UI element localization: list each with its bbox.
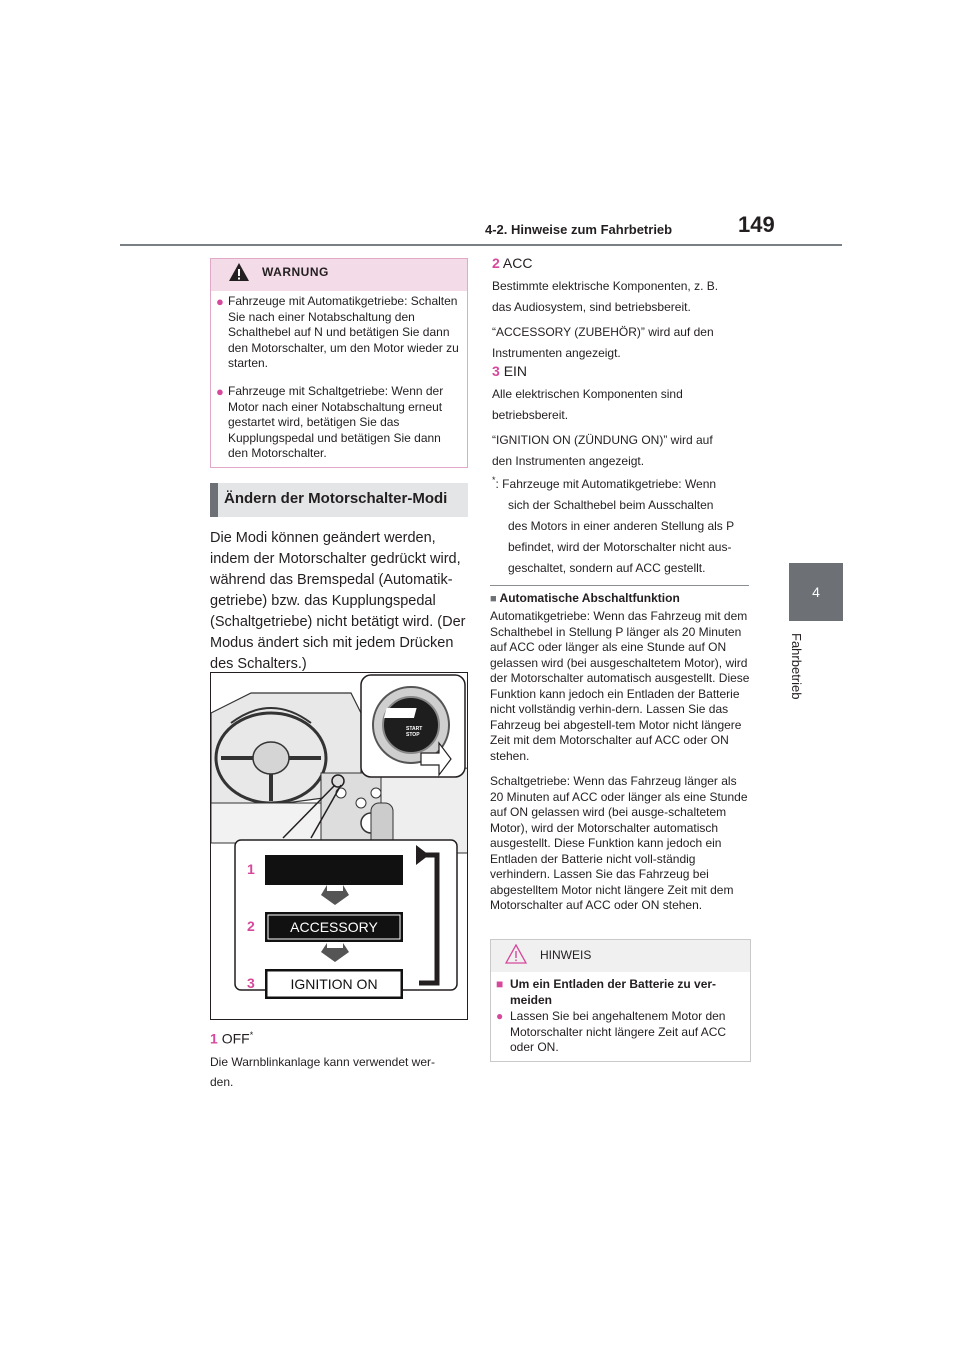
desc-line: Alle elektrischen Komponenten sind [492, 387, 683, 401]
header-rule [120, 244, 842, 246]
button-text-stop: STOP [406, 732, 420, 738]
desc-line: betriebsbereit. [492, 408, 569, 422]
auto-off-heading [490, 591, 680, 605]
mode-name: ACC [502, 255, 533, 271]
footnote-line: : Fahrzeuge mit Automatikgetriebe: Wenn [495, 477, 717, 491]
section-title: Ändern der Motorschalter-Modi [224, 490, 448, 507]
note-title: HINWEIS [540, 948, 592, 962]
bullet-icon: ● [496, 1009, 504, 1023]
mode-number: 2 [492, 255, 500, 271]
desc-line: Bestimmte elektrische Komponenten, z. B. [492, 279, 719, 293]
warning-title: WARNUNG [262, 265, 329, 279]
footnote-line: des Motors in einer anderen Stellung als P [508, 519, 735, 533]
note-item [496, 1009, 746, 1056]
bullet-icon: ● [216, 384, 224, 399]
mode-name: OFF [221, 1030, 250, 1047]
warning-item [216, 294, 462, 374]
warning-item-text: Fahrzeuge mit Schaltgetriebe: Wenn der Motor nach einer Notabschaltung erneut gestartet wird, betätigen Sie das Kupplungspedal und betätigen Sie dann den Motorschalter. [228, 384, 444, 460]
note-header [491, 940, 750, 972]
step-number: 2 [247, 918, 255, 934]
footnote-line: geschaltet, sondern auf ACC gestellt. [508, 561, 706, 575]
note-subtitle-row [496, 977, 746, 1008]
start-stop-button [406, 726, 423, 738]
desc-line: den Instrumenten angezeigt. [492, 454, 645, 468]
footnote-line: befindet, wird der Motorschalter nicht aus- [508, 540, 732, 554]
step-number: 1 [247, 861, 255, 877]
footnote-line: sich der Schalthebel beim Ausschalten [508, 498, 714, 512]
warning-triangle-icon [228, 262, 250, 287]
display-ignition-on: IGNITION ON [290, 976, 378, 992]
square-bullet-icon: ■ [490, 593, 497, 605]
footnote [492, 470, 752, 579]
auto-off-para-2: Schaltgetriebe: Wenn das Fahrzeug länger als 20 Minuten auf ACC oder länger als eine Stunde auf ON gelassen wird (bei ausge-schaltetem Motor), wird der Motorschalter automatisch ausgestellt. Diese Funktion kann jedoch ein Entladen der Batterie nicht voll-ständig verhindern. Lassen Sie das Fahrzeug bei abgestelltem Motor nicht längere Zeit mit dem Motorschalter auf ACC oder ON stehen. [490, 774, 748, 912]
desc-line: “ACCESSORY (ZUBEHÖR)” wird auf den [492, 325, 714, 339]
desc-line: den. [210, 1075, 234, 1089]
page-number: 149 [738, 212, 775, 237]
dashboard-drawing [211, 673, 468, 1020]
desc-line: “IGNITION ON (ZÜNDUNG ON)” wird auf [492, 433, 713, 447]
mode-name: EIN [503, 363, 528, 379]
chapter-tab [780, 633, 806, 723]
step-number: 3 [247, 975, 255, 991]
note-subtitle: Um ein Entladen der Batterie zu ver-meiden [510, 977, 717, 1007]
engine-switch-illustration [210, 672, 468, 1020]
footnote-mark: * [492, 475, 496, 485]
button-text-start: START [406, 726, 423, 732]
bullet-icon: ● [216, 294, 224, 309]
section-intro: Die Modi können geändert werden, indem der Motorschalter gedrückt wird, während das Bremspedal (Automatik-getriebe) bzw. das Kupplungspedal (Schaltgetriebe) nicht betätigt wird. (Der Modus ändert sich mit jedem Drücken des Schalters.) [210, 530, 466, 672]
note-item-text: Lassen Sie bei angehaltenem Motor den Motorschalter nicht längere Zeit auf ACC oder ON. [510, 1009, 727, 1054]
auto-off-title: Automatische Abschaltfunktion [499, 591, 680, 605]
desc-line: das Audiosystem, sind betriebsbereit. [492, 300, 691, 314]
auto-off-para-1: Automatikgetriebe: Wenn das Fahrzeug mit dem Schalthebel in Stellung P länger als 20 Minuten auf ACC oder länger als eine Stunde auf ON gelassen wird (bei ausgeschaltetem Motor), wird der Motorschalter automatisch ausgestellt. Diese Funktion kann jedoch ein Entladen der Batterie nicht vollständig verhin-dern. Lassen Sie das Fahrzeug bei abgestell-tem Motor nicht längere Zeit mit dem Motorschalter auf ACC oder ON stehen. [490, 609, 750, 763]
warning-item-text: Fahrzeuge mit Automatikgetriebe: Schalten Sie nach einer Notabschaltung den Schalthebel auf N und betätigen Sie dann den Motorschalter, um den Motor wieder zu starten. [228, 294, 459, 370]
footnote-mark: * [249, 1030, 254, 1040]
mode-number: 1 [210, 1030, 218, 1047]
desc-line: Instrumenten angezeigt. [492, 346, 621, 360]
caution-triangle-icon [505, 944, 527, 969]
mode-2-desc [492, 276, 718, 364]
chapter-tab-label: Fahrbetrieb [789, 633, 804, 700]
mode-3-heading [492, 363, 527, 379]
square-bullet-icon: ■ [496, 977, 504, 991]
subsection-rule [490, 585, 749, 586]
running-header-section: 4-2. Hinweise zum Fahrbetrieb [485, 222, 673, 237]
mode-3-desc [492, 384, 713, 472]
mode-number: 3 [492, 363, 500, 379]
chapter-tab-number: 4 [789, 563, 843, 621]
display-accessory: ACCESSORY [290, 919, 378, 935]
mode-1-desc [210, 1052, 435, 1092]
mode-1-heading [210, 1030, 253, 1047]
mode-2-heading [492, 255, 532, 271]
warning-item [216, 384, 462, 464]
desc-line: Die Warnblinkanlage kann verwendet wer- [210, 1055, 435, 1069]
